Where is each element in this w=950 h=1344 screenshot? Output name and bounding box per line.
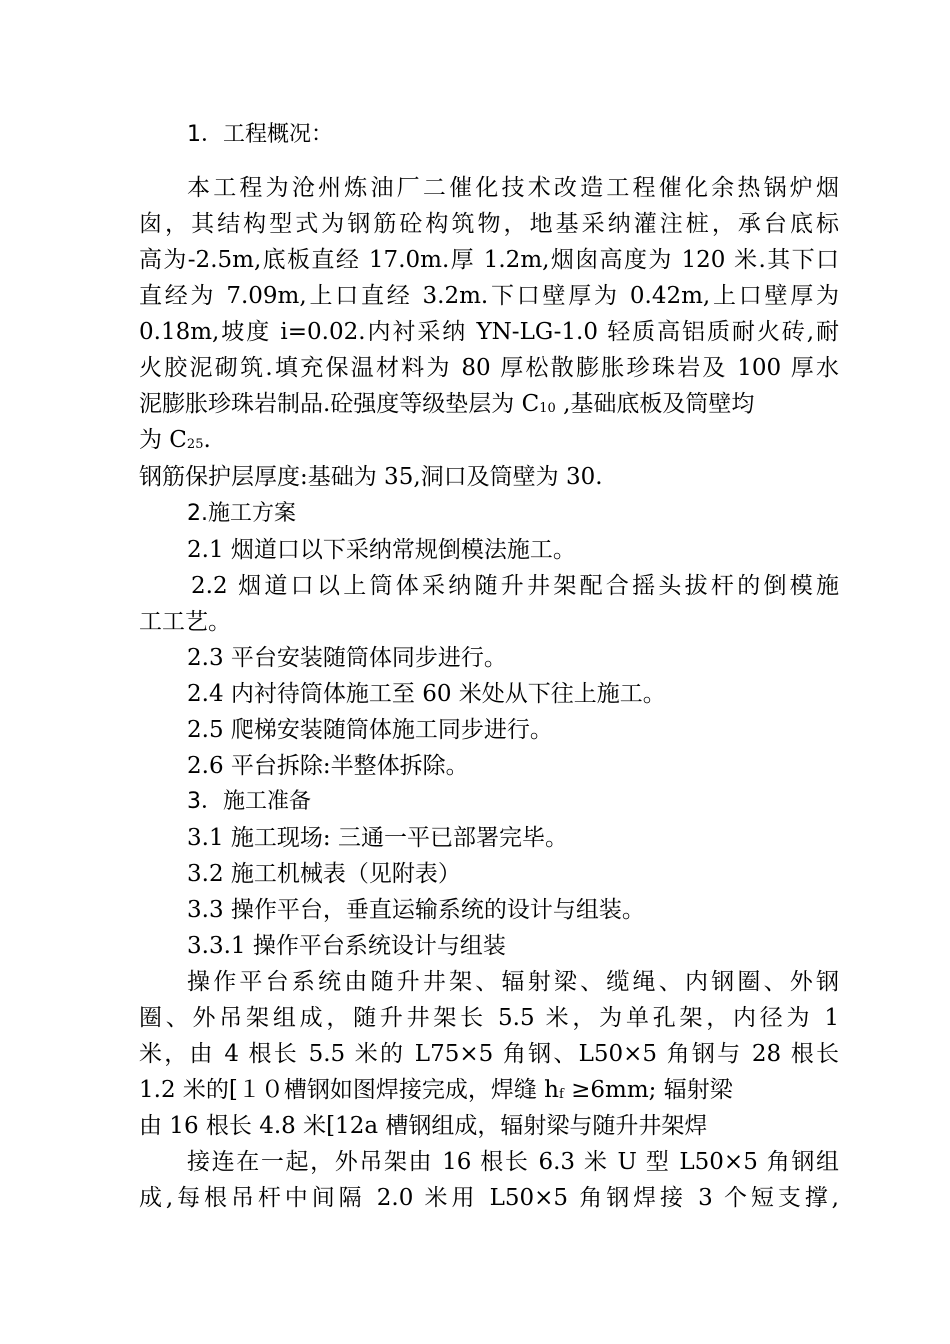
plan-item: 2.5 爬梯安装随筒体施工同步进行。 [187, 717, 553, 743]
text-run: 为 C [139, 427, 187, 453]
plan-item: 2.2 烟道口以上筒体采纳随升井架配合摇头拔杆的倒模施 [191, 573, 839, 599]
paragraph-line: 接连在一起，外吊架由 16 根长 6.3 米 U 型 L50×5 角钢组 [187, 1149, 839, 1175]
text-run: . [203, 427, 211, 453]
paragraph-line: 成,每根吊杆中间隔 2.0 米用 L50×5 角钢焊接 3 个短支撑, [139, 1185, 839, 1211]
paragraph-line: 本工程为沧州炼油厂二催化技术改造工程催化余热锅炉烟 [187, 175, 839, 201]
heading-plan: 2.施工方案 [187, 501, 296, 526]
prep-subitem: 3.3.1 操作平台系统设计与组装 [187, 933, 506, 959]
paragraph-line: 圈、外吊架组成，随升井架长 5.5 米，为单孔架，内径为 1 [139, 1005, 839, 1031]
paragraph-line: 操作平台系统由随升井架、辐射梁、缆绳、内钢圈、外钢 [187, 969, 839, 995]
plan-item: 2.3 平台安装随筒体同步进行。 [187, 645, 507, 671]
text-run: ,基础底板及筒壁均 [555, 391, 755, 417]
cover-thickness-line: 钢筋保护层厚度:基础为 35,洞口及筒壁为 30. [139, 464, 603, 490]
plan-item: 2.4 内衬待筒体施工至 60 米处从下往上施工。 [187, 681, 666, 707]
plan-item: 2.1 烟道口以下采纳常规倒模法施工。 [187, 537, 576, 563]
paragraph-line [139, 386, 839, 422]
subscript: 25 [186, 437, 204, 452]
prep-item: 3.2 施工机械表（见附表） [187, 861, 461, 887]
plan-item-continued: 工工艺。 [139, 609, 231, 635]
prep-item: 3.3 操作平台，垂直运输系统的设计与组装。 [187, 897, 645, 923]
paragraph-line: 直经为 7.09m,上口直经 3.2m.下口壁厚为 0.42m,上口壁厚为 [139, 283, 839, 309]
prep-item: 3.1 施工现场: 三通一平已部署完毕。 [187, 825, 568, 851]
text-run: ≥6mm; 辐射梁 [563, 1077, 733, 1103]
text-run: 1.2 米的[１０槽钢如图焊接完成，焊缝 h [139, 1077, 559, 1103]
paragraph-line [139, 1072, 839, 1108]
paragraph-line: 高为-2.5m,底板直经 17.0m.厚 1.2m,烟囱高度为 120 米.其下口 [139, 247, 839, 273]
subscript: f [559, 1087, 564, 1102]
paragraph-line: 米，由 4 根长 5.5 米的 L75×5 角钢、L50×5 角钢与 28 根长 [139, 1041, 839, 1067]
text-run: 泥膨胀珍珠岩制品.砼强度等级垫层为 C [139, 391, 540, 417]
paragraph-line [139, 422, 839, 458]
plan-item: 2.6 平台拆除:半整体拆除。 [187, 753, 469, 779]
paragraph-line: 0.18m,坡度 i=0.02.内衬采纳 YN-LG-1.0 轻质高铝质耐火砖,耐 [139, 319, 839, 345]
heading-overview: 1．工程概况： [187, 122, 333, 147]
paragraph-line: 由 16 根长 4.8 米[12a 槽钢组成，辐射梁与随升井架焊 [139, 1113, 708, 1139]
subscript: 10 [539, 401, 556, 416]
heading-prep: 3．施工准备 [187, 789, 311, 814]
paragraph-line: 囱，其结构型式为钢筋砼构筑物，地基采纳灌注桩，承台底标 [139, 211, 839, 237]
paragraph-line: 火胶泥砌筑.填充保温材料为 80 厚松散膨胀珍珠岩及 100 厚水 [139, 355, 839, 381]
